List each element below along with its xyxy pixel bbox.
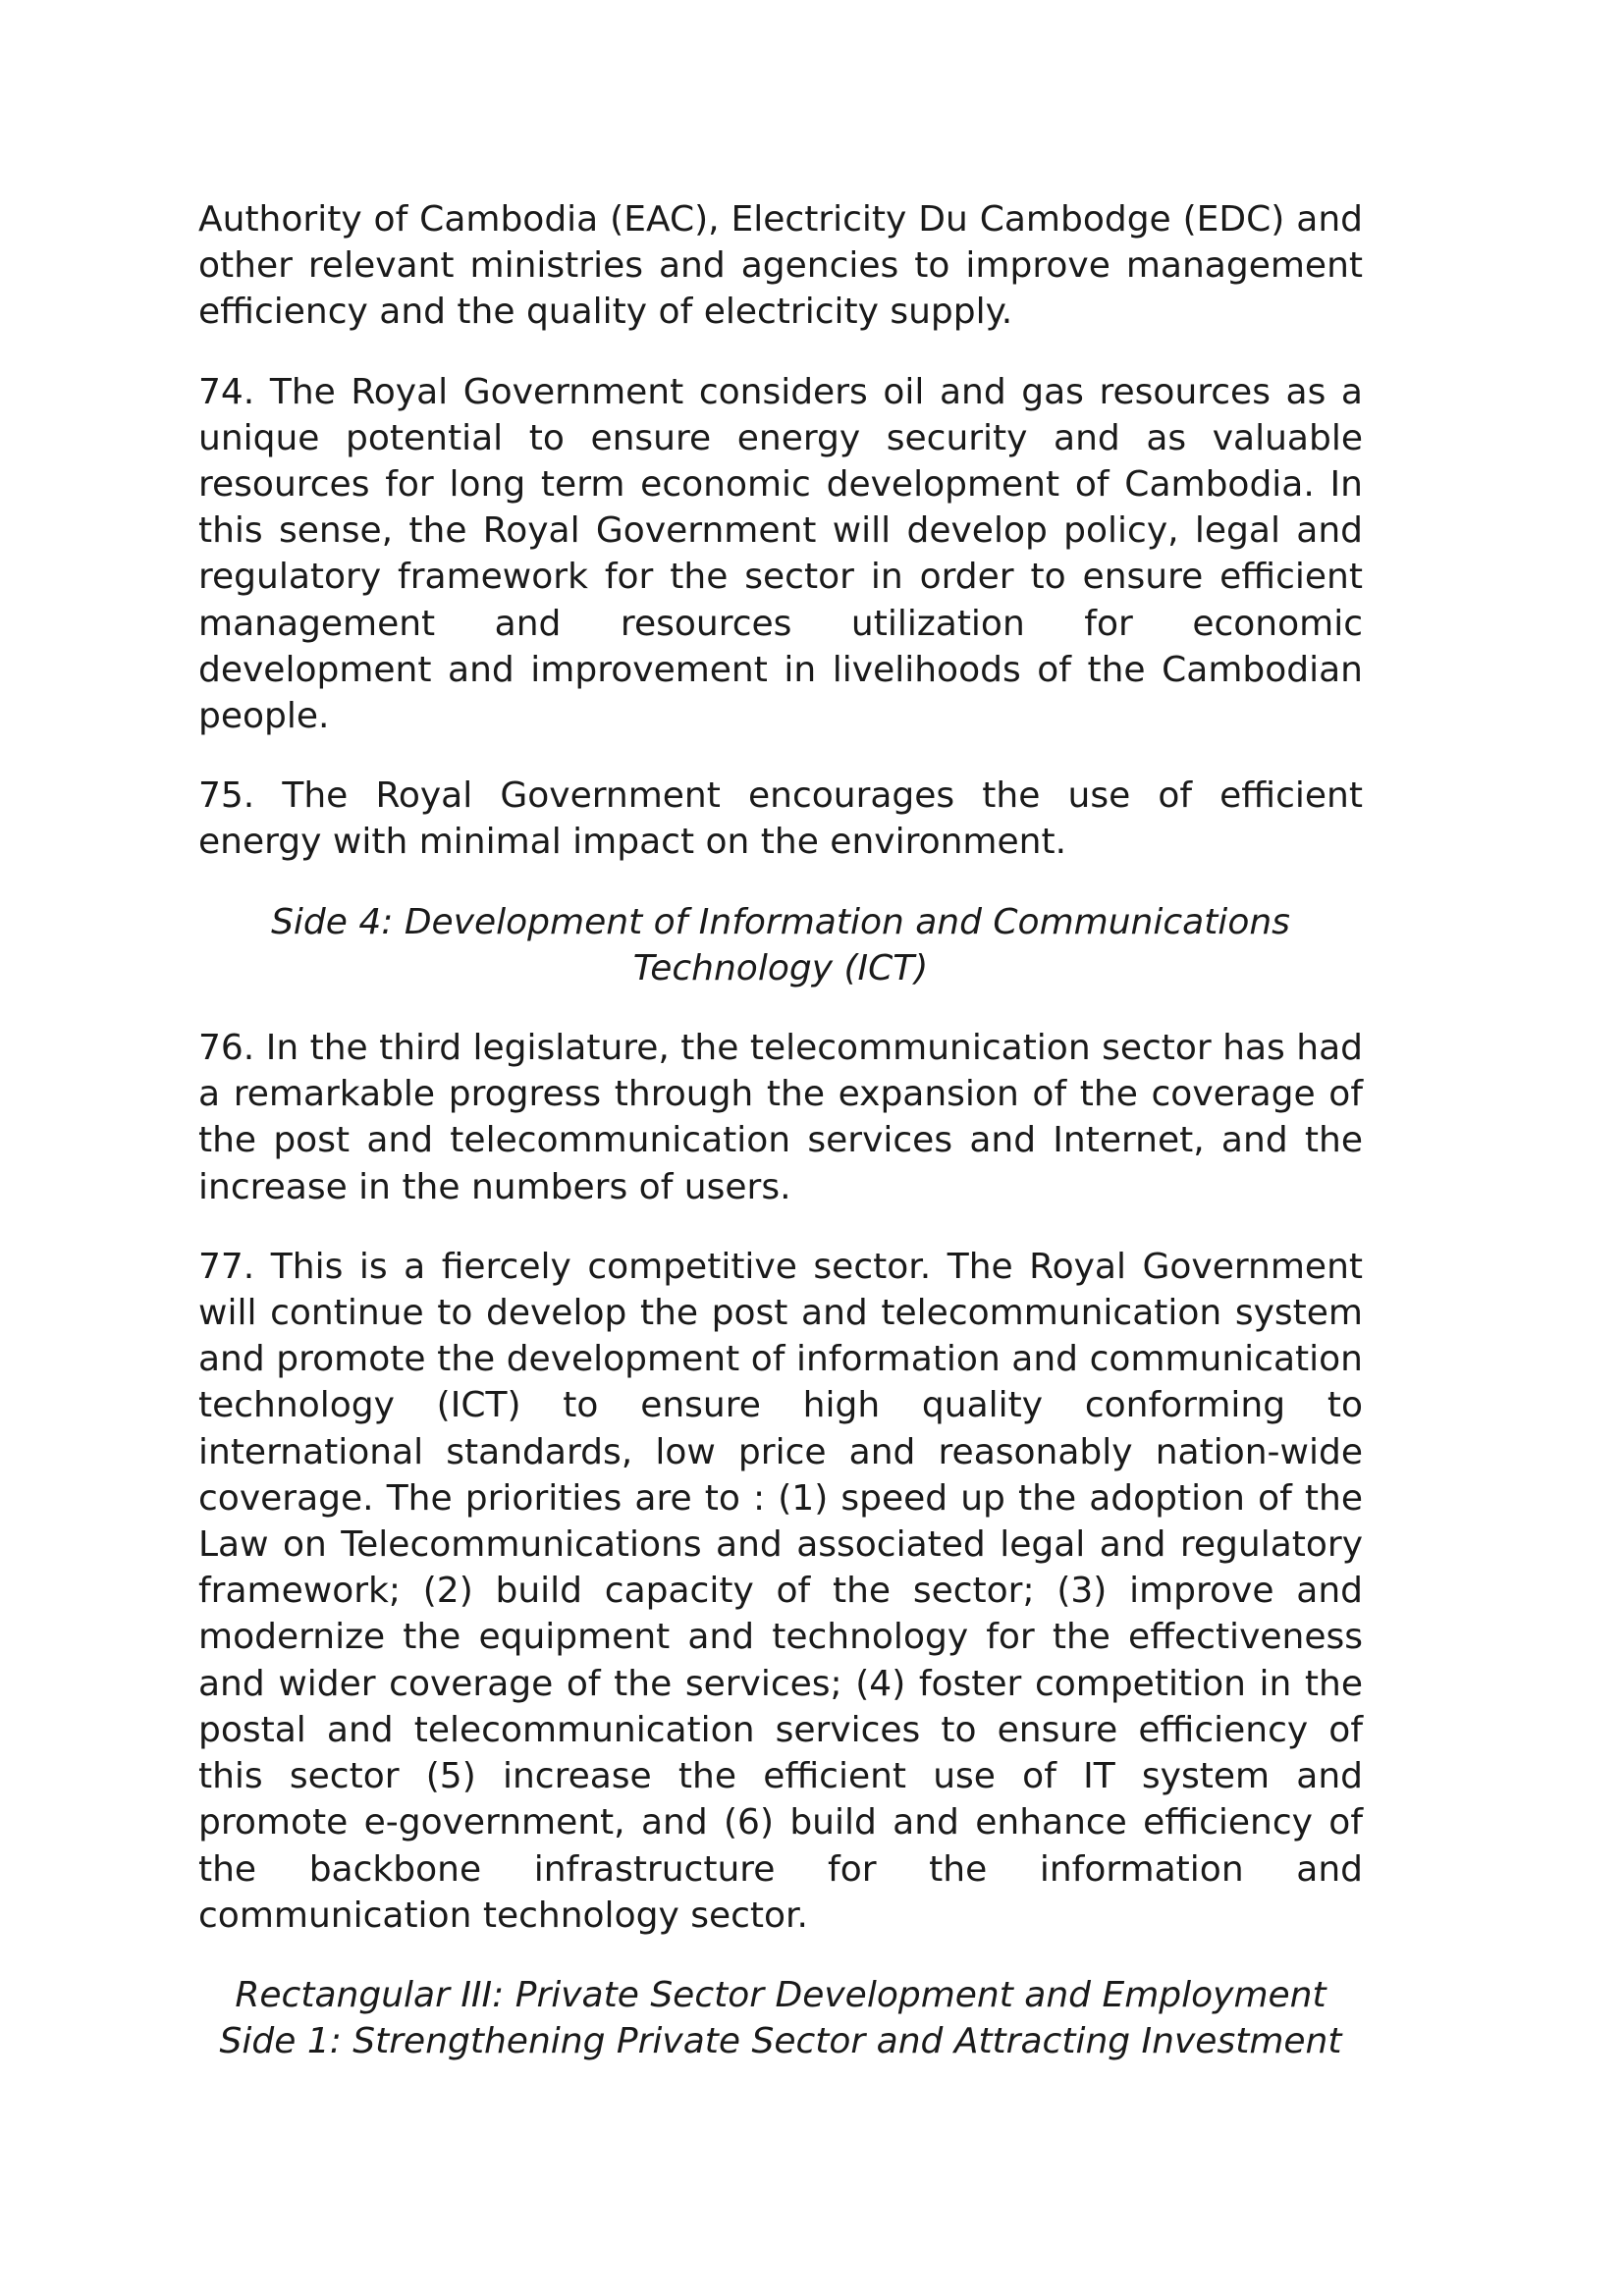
heading-line: Technology (ICT) bbox=[632, 947, 929, 988]
paragraph-74: 74. The Royal Government considers oil and gas resources as a unique potential to ensure energy security and as valuable resources for long term economic development of Cambodia. In this sense, the Royal Government will develop policy, legal and regulatory framework for the sector in order to ensure efficient management and resources utilization for economic development and improvement in livelihoods of the Cambodian people. bbox=[198, 371, 1363, 737]
heading-line: Side 4: Development of Information and Communications bbox=[271, 901, 1290, 942]
section-heading-side-4 bbox=[198, 899, 1363, 991]
paragraph-intro: Authority of Cambodia (EAC), Electricity Du Cambodge (EDC) and other relevant ministries and agencies to improve management efficiency and the quality of electricity supply. bbox=[198, 199, 1363, 333]
paragraph-76: 76. In the third legislature, the telecommunication sector has had a remarkable progress through the expansion of the coverage of the post and telecommunication services and Internet, and the increase in the numbers of users. bbox=[198, 1028, 1363, 1207]
heading-line: Rectangular III: Private Sector Development and Employment bbox=[235, 1974, 1326, 2015]
document-page bbox=[198, 196, 1363, 2064]
section-heading-rectangular-3 bbox=[198, 1972, 1363, 2064]
heading-line: Side 1: Strengthening Private Sector and Attracting Investment bbox=[219, 2021, 1342, 2062]
paragraph-77: 77. This is a fiercely competitive sector. The Royal Government will continue to develop the post and telecommunication system and promote the development of information and communication technology (ICT) to ensure high quality conforming to international standards, low price and reasonably nation-wide coverage. The priorities are to : (1) speed up the adoption of the Law on Telecommunications and associated legal and regulatory framework; (2) build capacity of the sector; (3) improve and modernize the equipment and technology for the effectiveness and wider coverage of the services; (4) foster competition in the postal and telecommunication services to ensure efficiency of this sector (5) increase the efficient use of IT system and promote e-government, and (6) build and enhance efficiency of the backbone infrastructure for the information and communication technology sector. bbox=[198, 1246, 1363, 1936]
paragraph-75: 75. The Royal Government encourages the use of efficient energy with minimal impact on the environment. bbox=[198, 775, 1363, 863]
